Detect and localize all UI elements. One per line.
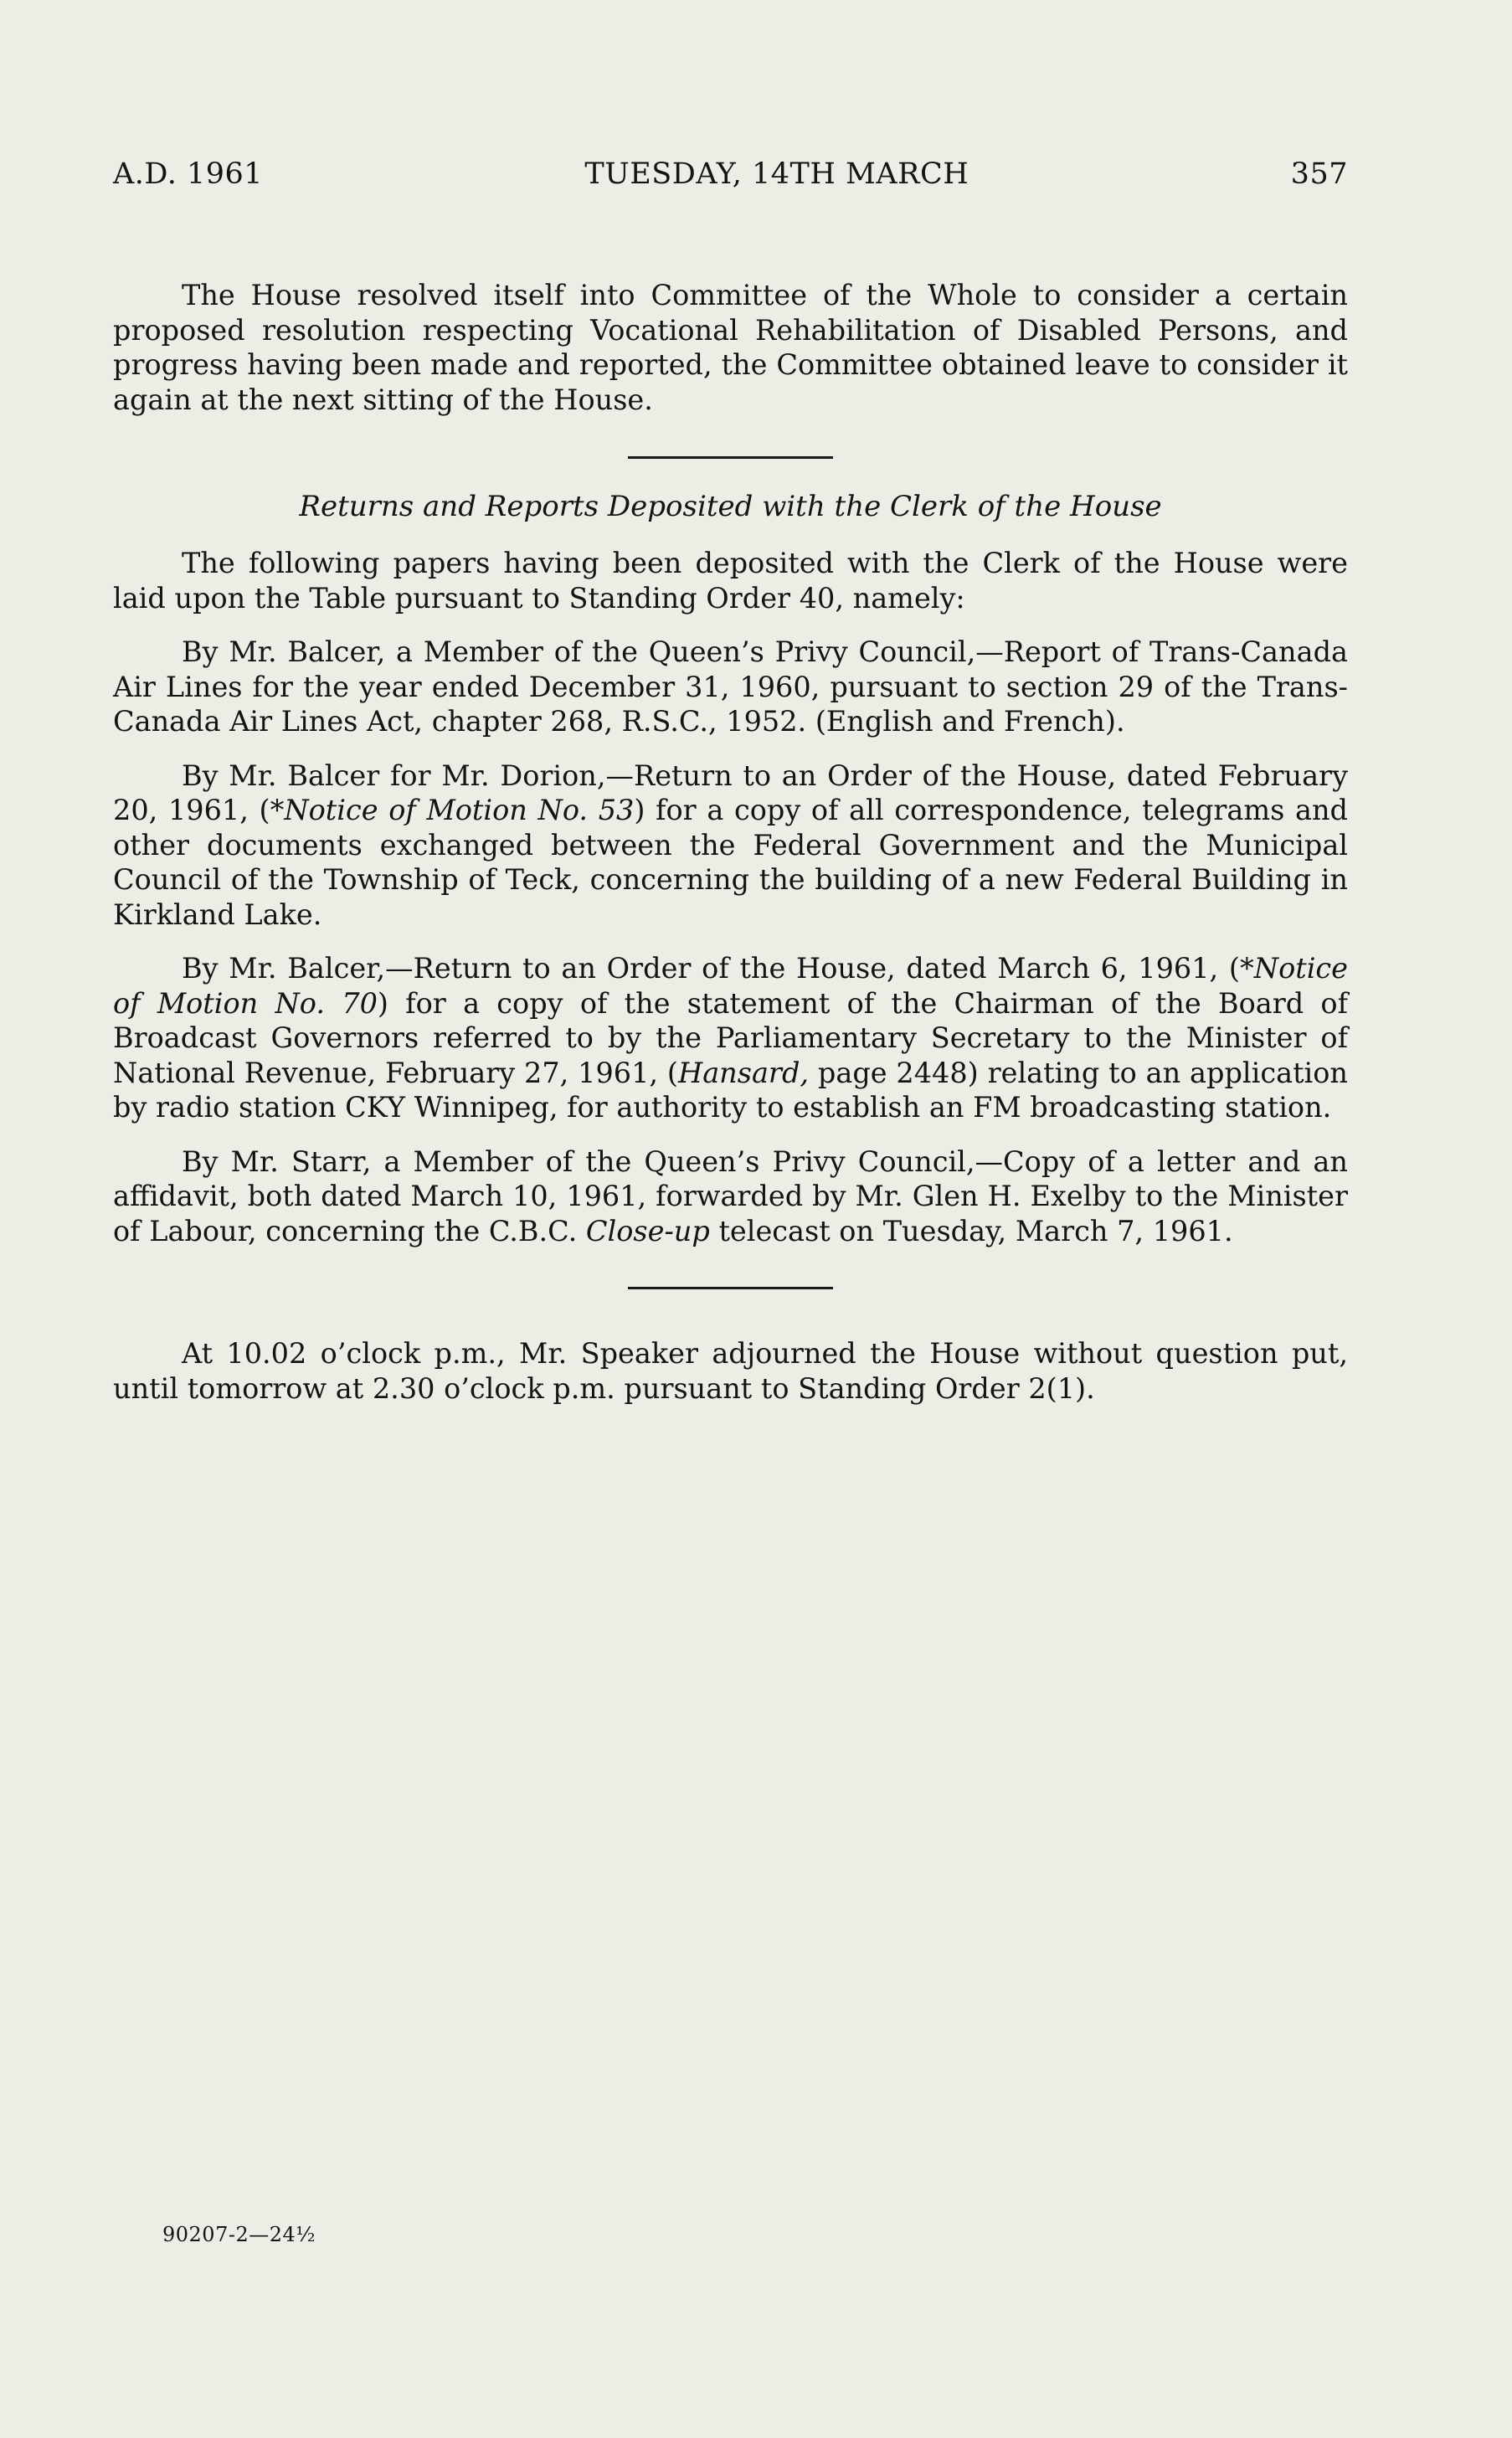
running-head xyxy=(113,157,1348,191)
printer-code: 90207-2—24½ xyxy=(162,2223,316,2246)
motion-reference: *Notice of Motion No. 53 xyxy=(270,794,635,826)
hansard-reference: Hansard, xyxy=(678,1056,810,1089)
committee-paragraph: The House resolved itself into Committee of the Whole to consider a certain proposed resolution respecting Vocational Rehabilitation of Disabled Persons, and progress having been made and reported, the Committee obtained leave to consider it again at the next sitting of the House. xyxy=(113,279,1348,416)
dorion-return-paragraph: By Mr. Balcer for Mr. Dorion,—Return to an Order of the House, dated February 20, 1961, (*Notice of Motion No. 53) for a copy of all correspondence, telegrams and other documents exchanged between the Federal Government and the Municipal Council of the Township of Teck, concerning the building of a new Federal Building in Kirkland Lake. xyxy=(113,759,1349,931)
adjournment-paragraph: At 10.02 o’clock p.m., Mr. Speaker adjourned the House without question put, until tomorrow at 2.30 o’clock p.m. pursuant to Standing Order 2(1). xyxy=(113,1337,1348,1405)
balcer-report-paragraph: By Mr. Balcer, a Member of the Queen’s Privy Council,—Report of Trans-Canada Air Lines for the year ended December 31, 1960, pursuant to section 29 of the Trans-Canada Air Lines Act, chapter 268, R.S.C., 1952. (English and French). xyxy=(113,635,1348,738)
header-year: A.D. 1961 xyxy=(113,157,264,191)
balcer-return-paragraph: By Mr. Balcer,—Return to an Order of the House, dated March 6, 1961, (*Notice of Motion No. 70) for a copy of the statement of the Chairman of the Board of Broadcast Governors referred to by the Parliamentary Secretary to the Minister of National Revenue, February 27, 1961, (Hansard, page 2448) relating to an application by radio station CKY Winnipeg, for authority to establish an FM broadcasting station. xyxy=(113,952,1349,1124)
page-number: 357 xyxy=(1290,157,1348,191)
motion-reference: *Notice of Motion No. 70 xyxy=(113,952,1348,1020)
header-date: TUESDAY, 14TH MARCH xyxy=(584,157,969,191)
starr-copy-paragraph: By Mr. Starr, a Member of the Queen’s Privy Council,—Copy of a letter and an affidavit, both dated March 10, 1961, forwarded by Mr. Glen H. Exelby to the Minister of Labour, concerning the C.B.C. Close-up telecast on Tuesday, March 7, 1961. xyxy=(113,1144,1348,1247)
section-divider xyxy=(628,1287,833,1289)
deposit-intro-paragraph: The following papers having been deposited with the Clerk of the House were laid upon the Table pursuant to Standing Order 40, namely: xyxy=(113,547,1348,615)
document-page xyxy=(113,157,1348,1406)
section-divider xyxy=(628,456,833,459)
program-title: Close-up xyxy=(585,1214,710,1247)
section-title: Returns and Reports Deposited with the Clerk of the House xyxy=(299,490,1162,523)
